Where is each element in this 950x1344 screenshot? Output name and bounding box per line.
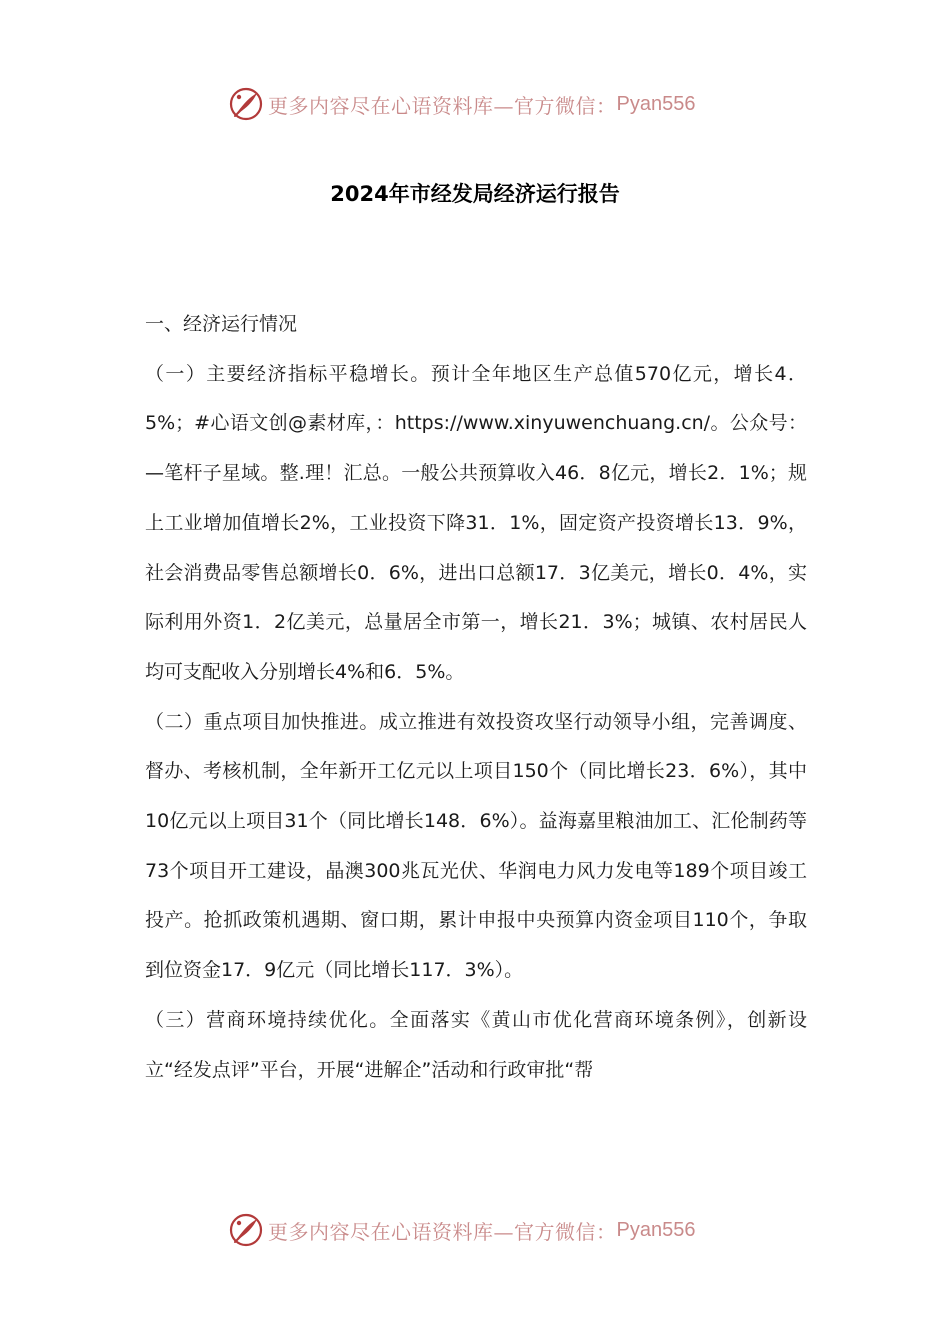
watermark-text: 更多内容尽在心语资料库—官方微信： — [268, 1219, 617, 1244]
watermark-wechat-id: Pyan556 — [616, 1218, 696, 1241]
quill-logo-icon — [228, 86, 264, 122]
section-heading: 一、经济运行情况 — [145, 313, 298, 335]
document-body — [145, 300, 807, 1095]
paragraph-key-projects: （二）重点项目加快推进。成立推进有效投资攻坚行动领导小组，完善调度、督办、考核机制，全年新开工亿元以上项目150个（同比增长23．6%），其中10亿元以上项目31个（同比增长148．6%）。益海嘉里粮油加工、汇伦制药等73个项目开工建设，晶澳300兆瓦光伏、华润电力风力发电等189个项目竣工投产。抢抓政策机遇期、窗口期，累计申报中央预算内资金项目110个，争取到位资金17．9亿元（同比增长117．3%）。 — [145, 710, 807, 982]
watermark-text: 更多内容尽在心语资料库—官方微信： — [268, 93, 617, 118]
header-watermark — [228, 84, 695, 124]
watermark-wechat-id: Pyan556 — [616, 92, 696, 115]
paragraph-business-environment: （三）营商环境持续优化。全面落实《黄山市优化营商环境条例》，创新设立“经发点评”平台，开展“进解企”活动和行政审批“帮 — [145, 1008, 807, 1081]
quill-logo-icon — [228, 1212, 264, 1248]
footer-watermark — [228, 1210, 695, 1250]
document-title: 2024年市经发局经济运行报告 — [330, 182, 620, 206]
paragraph-economic-indicators: （一）主要经济指标平稳增长。预计全年地区生产总值570亿元，增长4．5%；#心语文创@素材库，：https://www.xinyuwenchuang.cn/。公众号：—笔杆子星域。整.理！汇总。一般公共预算收入46．8亿元，增长2．1%；规上工业增加值增长2%，工业投资下降31．1%，固定资产投资增长13．9%，社会消费品零售总额增长0．6%，进出口总额17．3亿美元，增长0．4%，实际利用外资1．2亿美元，总量居全市第一，增长21．3%；城镇、农村居民人均可支配收入分别增长4%和6．5%。 — [145, 362, 807, 683]
